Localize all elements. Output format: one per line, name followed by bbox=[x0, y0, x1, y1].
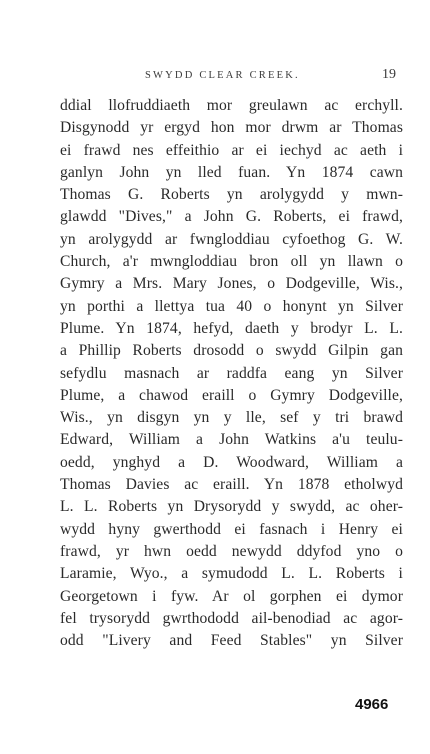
text-line: Wis., yn disgyn yn y lle, sef y tri brawd bbox=[60, 409, 403, 427]
catalog-number: 4966 bbox=[355, 696, 389, 713]
text-line: Plume, a chawod eraill o Gymry Dodgeville, bbox=[60, 386, 403, 404]
text-line: oedd, ynghyd a D. Woodward, William a bbox=[60, 453, 403, 471]
running-head bbox=[0, 67, 430, 84]
text-line: glawdd "Dives," a John G. Roberts, ei frawd, bbox=[60, 208, 403, 226]
text-line: Laramie, Wyo., a symudodd L. L. Roberts i bbox=[60, 565, 403, 583]
text-line: Georgetown i fyw. Ar ol gorphen ei dymor bbox=[60, 587, 403, 605]
page-number: 19 bbox=[382, 67, 396, 82]
text-line: yn porthi a llettya tua 40 o honynt yn Silver bbox=[60, 297, 403, 315]
text-line: wydd hyny gwerthodd ei fasnach i Henry ei bbox=[60, 520, 403, 538]
text-line: ei frawd nes effeithio ar ei iechyd ac aeth i bbox=[60, 141, 403, 159]
text-line: Gymry a Mrs. Mary Jones, o Dodgeville, Wis., bbox=[60, 275, 403, 293]
text-line: yn arolygydd ar fwngloddiau cyfoethog G. W. bbox=[60, 230, 403, 248]
text-line: Thomas G. Roberts yn arolygydd y mwn- bbox=[60, 186, 403, 204]
text-line: Disgynodd yr ergyd hon mor drwm ar Thomas bbox=[60, 119, 403, 137]
running-title: SWYDD CLEAR CREEK. bbox=[145, 70, 300, 81]
text-line: sefydlu masnach ar raddfa eang yn Silver bbox=[60, 364, 403, 382]
text-line: Thomas Davies ac eraill. Yn 1878 etholwyd bbox=[60, 476, 403, 494]
text-line: a Phillip Roberts drosodd o swydd Gilpin gan bbox=[60, 342, 403, 360]
text-line: Edward, William a John Watkins a'u teulu- bbox=[60, 431, 403, 449]
text-line: Church, a'r mwngloddiau bron oll yn llawn o bbox=[60, 253, 403, 271]
text-line: ganlyn John yn lled fuan. Yn 1874 cawn bbox=[60, 163, 403, 181]
text-line: frawd, yr hwn oedd newydd ddyfod yno o bbox=[60, 542, 403, 560]
text-line: L. L. Roberts yn Drysorydd y swydd, ac oher- bbox=[60, 498, 403, 516]
text-line: odd "Livery and Feed Stables" yn Silver bbox=[60, 632, 403, 650]
text-line: fel trysorydd gwrthododd ail-benodiad ac agor- bbox=[60, 609, 403, 627]
text-line: Plume. Yn 1874, hefyd, daeth y brodyr L. L. bbox=[60, 319, 403, 337]
text-line: ddial llofruddiaeth mor greulawn ac erchyll. bbox=[60, 97, 403, 114]
body-text bbox=[60, 95, 403, 652]
